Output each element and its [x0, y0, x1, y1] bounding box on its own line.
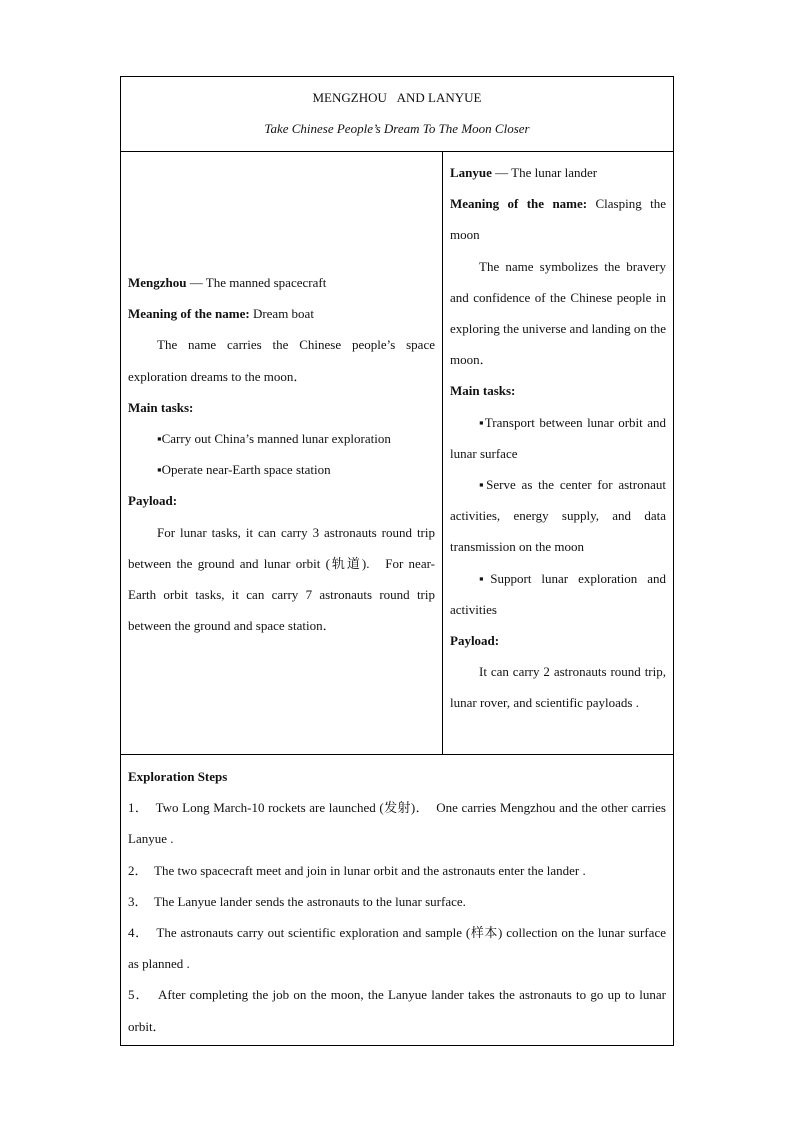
- document-subtitle: Take Chinese People’s Dream To The Moon Closer: [264, 121, 530, 136]
- mengzhou-meaning-line: [128, 298, 435, 329]
- exploration-step: 5． After completing the job on the moon, the Lanyue lander takes the astronauts to go up to lunar orbit．: [128, 987, 666, 1034]
- lanyue-name-desc: — The lunar lander: [491, 165, 598, 180]
- mengzhou-name-line: [128, 267, 435, 298]
- lanyue-payload-text: It can carry 2 astronauts round trip, lunar rover, and scientific payloads .: [450, 664, 666, 711]
- exploration-cell: [121, 754, 673, 1046]
- mengzhou-task-item: ▪Carry out China’s manned lunar exploration: [157, 431, 391, 447]
- lanyue-cell: [443, 151, 673, 754]
- mengzhou-tasks-label: Main tasks:: [128, 399, 194, 415]
- mengzhou-payload-label: Payload:: [128, 493, 178, 509]
- lanyue-meaning-line: [450, 188, 666, 250]
- mengzhou-name: Mengzhou: [128, 275, 187, 290]
- document-table: [120, 76, 674, 1046]
- lanyue-task-item: ▪Support lunar exploration and activities: [450, 570, 666, 617]
- exploration-step: 4． The astronauts carry out scientific exploration and sample (样本) collection on the lunar surface as planned .: [128, 925, 666, 972]
- exploration-heading: Exploration Steps: [128, 769, 228, 784]
- mengzhou-description: The name carries the Chinese people’s space exploration dreams to the moon．: [128, 337, 435, 384]
- lanyue-name-line: [450, 157, 666, 188]
- mengzhou-meaning-label: Meaning of the name:: [128, 306, 250, 322]
- exploration-step: 3． The Lanyue lander sends the astronauts to the lunar surface.: [128, 893, 466, 909]
- lanyue-task-item: ▪Serve as the center for astronaut activities, energy supply, and data transmission on the moon: [450, 477, 666, 555]
- mengzhou-payload-text: For lunar tasks, it can carry 3 astronauts round trip between the ground and lunar orbit (轨道). For near-Earth orbit tasks, it can carry 7 astronauts round trip between the ground and space station．: [128, 524, 435, 634]
- table-header: [121, 77, 673, 152]
- lanyue-meaning-label: Meaning of the name:: [450, 196, 588, 212]
- mengzhou-name-desc: — The manned spacecraft: [186, 275, 327, 290]
- lanyue-payload-label: Payload:: [450, 633, 500, 649]
- lanyue-name: Lanyue: [450, 165, 492, 180]
- lanyue-tasks-label: Main tasks:: [450, 383, 516, 399]
- lanyue-meaning-value: Clasping the moon: [450, 196, 666, 243]
- mengzhou-task-item: ▪Operate near-Earth space station: [157, 462, 331, 478]
- mengzhou-meaning-value: Dream boat: [249, 306, 314, 322]
- exploration-step: 1． Two Long March-10 rockets are launched (发射)． One carries Mengzhou and the other carries Lanyue .: [128, 800, 666, 847]
- lanyue-description: The name symbolizes the bravery and confidence of the Chinese people in exploring the universe and landing on the moon．: [450, 258, 666, 368]
- document-title: MENGZHOU AND LANYUE: [312, 90, 482, 105]
- lanyue-task-item: ▪Transport between lunar orbit and lunar surface: [450, 414, 666, 461]
- exploration-step: 2． The two spacecraft meet and join in lunar orbit and the astronauts enter the lander .: [128, 862, 586, 878]
- mengzhou-cell: [121, 151, 443, 754]
